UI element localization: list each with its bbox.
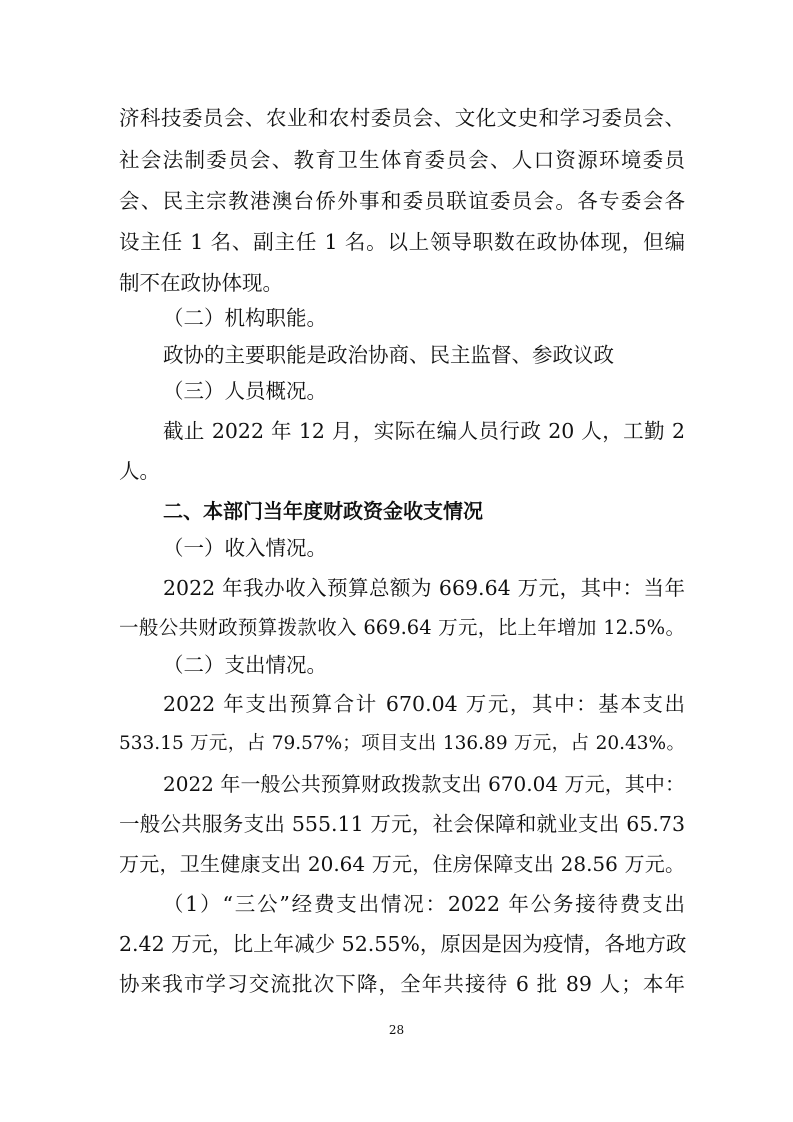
section-subheading: （一）收入情况。 xyxy=(163,536,327,560)
section-subheading: （二）机构职能。 xyxy=(163,306,327,330)
body-text-line: 2022 年我办收入预算总额为 669.64 万元，其中：当年 xyxy=(163,576,685,600)
page-number: 28 xyxy=(388,1023,405,1037)
body-text-line: （1）“三公”经费支出情况：2022 年公务接待费支出 xyxy=(163,892,685,916)
body-text-line: 2.42 万元，比上年减少 52.55%，原因是因为疫情，各地方政 xyxy=(119,932,687,956)
body-text-line: 一般公共服务支出 555.11 万元，社会保障和就业支出 65.73 xyxy=(119,812,685,836)
section-subheading: （二）支出情况。 xyxy=(163,653,327,677)
section-heading: 二、本部门当年度财政资金收支情况 xyxy=(163,499,483,523)
body-text-line: 社会法制委员会、教育卫生体育委员会、人口资源环境委员 xyxy=(119,148,685,172)
body-text-line: 人。 xyxy=(119,459,160,483)
body-text-line: 设主任 1 名、副主任 1 名。以上领导职数在政协体现，但编 xyxy=(119,230,685,254)
body-text-line: 会、民主宗教港澳台侨外事和委员联谊委员会。各专委会各 xyxy=(119,189,685,213)
body-text-line: 2022 年支出预算合计 670.04 万元，其中：基本支出 xyxy=(163,692,685,716)
body-text-line: 政协的主要职能是政治协商、民主监督、参政议政 xyxy=(163,343,614,367)
body-text-line: 协来我市学习交流批次下降，全年共接待 6 批 89 人；本年 xyxy=(119,972,685,996)
body-text-line: 万元，卫生健康支出 20.64 万元，住房保障支出 28.56 万元。 xyxy=(119,852,685,876)
body-text-line: 截止 2022 年 12 月，实际在编人员行政 20 人，工勤 2 xyxy=(163,419,685,443)
body-text-line: 一般公共财政预算拨款收入 669.64 万元，比上年增加 12.5%。 xyxy=(119,616,685,639)
body-text-line: 533.15 万元，占 79.57%；项目支出 136.89 万元，占 20.43%。 xyxy=(119,733,685,754)
body-text-line: 制不在政协体现。 xyxy=(119,271,283,295)
body-text-line: 济科技委员会、农业和农村委员会、文化文史和学习委员会、 xyxy=(119,106,685,130)
section-subheading: （三）人员概况。 xyxy=(163,379,327,403)
body-text-line: 2022 年一般公共预算财政拨款支出 670.04 万元，其中： xyxy=(163,772,685,796)
